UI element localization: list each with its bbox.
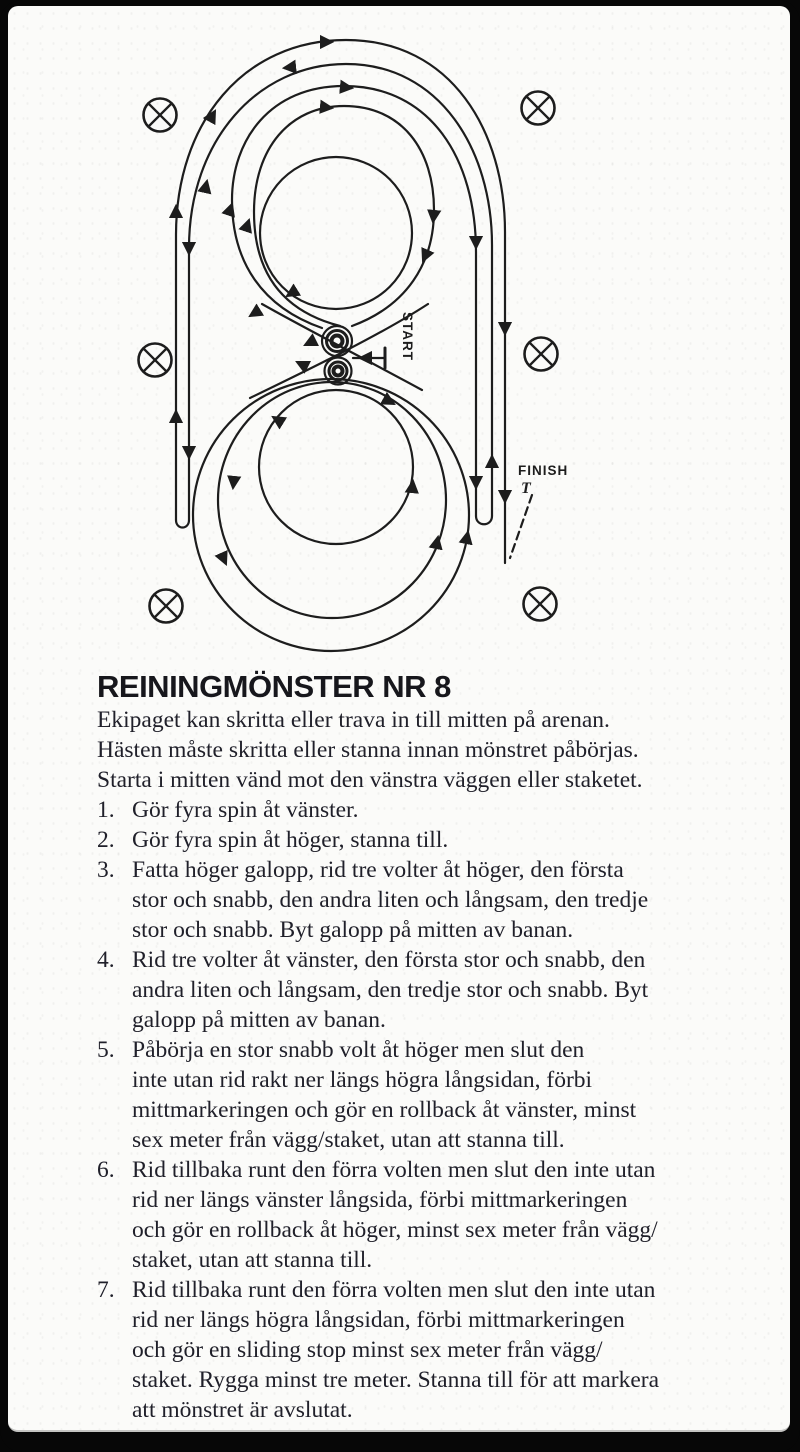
step-line: och gör en rollback åt höger, minst sex meter från vägg/ — [132, 1217, 658, 1243]
step-line: sex meter från vägg/staket, utan att stanna till. — [132, 1127, 565, 1153]
direction-arrow — [297, 362, 305, 366]
bottom-middle-circle — [218, 382, 446, 618]
step-number: 2. — [97, 827, 115, 853]
right-rollback-uturn — [476, 516, 492, 524]
top-small-circle — [260, 157, 412, 309]
list-item — [97, 825, 760, 855]
direction-arrow — [412, 481, 413, 491]
top-fourth-loop — [254, 106, 434, 326]
bottom-outer-circle — [193, 379, 469, 651]
reining-pattern-diagram — [8, 6, 790, 665]
step-line: galopp på mitten av banan. — [132, 1007, 386, 1033]
step-line: Rid tre volter åt vänster, den första stor och snabb, den — [132, 947, 646, 973]
steps-list — [97, 795, 760, 1425]
direction-arrow — [205, 181, 207, 190]
direction-arrow — [222, 555, 226, 564]
arena-marker-icon — [524, 588, 557, 621]
intro-line: Hästen måste skritta eller stanna innan mönstret påbörjas. — [97, 737, 639, 763]
document-page — [8, 6, 790, 1432]
step-number: 7. — [97, 1277, 115, 1303]
step-line: stor och snabb. Byt galopp på mitten av banan. — [132, 917, 574, 943]
step-number: 4. — [97, 947, 115, 973]
step-line: Fatta höger galopp, rid tre volter åt höger, den första — [132, 857, 624, 883]
list-item — [97, 795, 760, 825]
step-line: Gör fyra spin åt vänster. — [132, 797, 359, 823]
direction-arrow — [246, 220, 249, 229]
direction-arrow — [466, 532, 468, 542]
step-line: rid ner längs högra långsidan, förbi mittmarkeringen — [132, 1307, 625, 1333]
direction-arrow — [250, 311, 258, 316]
direction-arrow — [433, 212, 434, 222]
finish-dashed-line — [510, 495, 532, 558]
step-line: Rid tillbaka runt den förra volten men slut den inte utan — [132, 1157, 656, 1183]
list-item — [97, 1035, 760, 1155]
direction-arrow — [305, 341, 313, 345]
arena-marker-icon — [150, 590, 183, 623]
arena-marker-icon — [144, 99, 177, 132]
step-line: staket. Rygga minst tre meter. Stanna till för att markera — [132, 1367, 660, 1393]
left-rollback-uturn — [176, 520, 189, 528]
step-number: 6. — [97, 1157, 115, 1183]
step-line: inte utan rid rakt ner längs högra långsidan, förbi — [132, 1067, 593, 1093]
intro-line: Starta i mitten vänd mot den vänstra väggen eller staketet. — [97, 767, 643, 793]
top-outer-loop — [176, 40, 505, 563]
direction-arrow — [322, 107, 332, 108]
instructions-section — [97, 669, 760, 1425]
top-second-loop — [189, 64, 492, 520]
step-line: och gör en sliding stop minst sex meter från vägg/ — [132, 1337, 603, 1363]
page-title: REININGMÖNSTER NR 8 — [97, 669, 451, 704]
step-line: Påbörja en stor snabb volt åt höger men slut den — [132, 1037, 585, 1063]
direction-arrow — [233, 478, 234, 488]
step-number: 1. — [97, 797, 115, 823]
step-line: Gör fyra spin åt höger, stanna till. — [132, 827, 449, 853]
finish-tick-label: T — [521, 480, 531, 497]
spin-symbol-bottom — [325, 358, 352, 385]
start-label: START — [400, 312, 415, 361]
step-line: att mönstret är avslutat. — [132, 1397, 353, 1423]
arena-marker-icon — [525, 338, 558, 371]
spin-symbol-top — [322, 326, 352, 356]
step-line: rid ner längs vänster långsida, förbi mittmarkeringen — [132, 1187, 628, 1213]
intro-paragraph — [97, 705, 760, 795]
intro-line: Ekipaget kan skritta eller trava in till mitten på arenan. — [97, 707, 610, 733]
step-text — [132, 945, 760, 1035]
step-line: stor och snabb, den andra liten och långsam, den tredje — [132, 887, 649, 913]
arena-marker-icon — [139, 344, 172, 377]
step-line: andra liten och långsam, den tredje stor och snabb. Byt — [132, 977, 649, 1003]
step-line: staket, utan att stanna till. — [132, 1247, 373, 1273]
direction-arrow — [284, 67, 294, 68]
step-text — [132, 825, 760, 855]
finish-label: FINISH — [518, 463, 569, 478]
list-item — [97, 855, 760, 945]
crossover-line-left — [262, 304, 422, 390]
step-text — [132, 1275, 760, 1425]
bottom-small-circle — [259, 390, 413, 544]
direction-arrow — [342, 87, 352, 88]
step-number: 5. — [97, 1037, 115, 1063]
step-text — [132, 795, 760, 825]
step-text — [132, 1155, 760, 1275]
step-text — [132, 1035, 760, 1155]
list-item — [97, 945, 760, 1035]
step-line: mittmarkeringen och gör en rollback åt vänster, minst — [132, 1097, 637, 1123]
list-item — [97, 1155, 760, 1275]
step-line: Rid tillbaka runt den förra volten men slut den inte utan — [132, 1277, 656, 1303]
list-item — [97, 1275, 760, 1425]
step-text — [132, 855, 760, 945]
arena-marker-icon — [522, 92, 555, 125]
step-number: 3. — [97, 857, 115, 883]
